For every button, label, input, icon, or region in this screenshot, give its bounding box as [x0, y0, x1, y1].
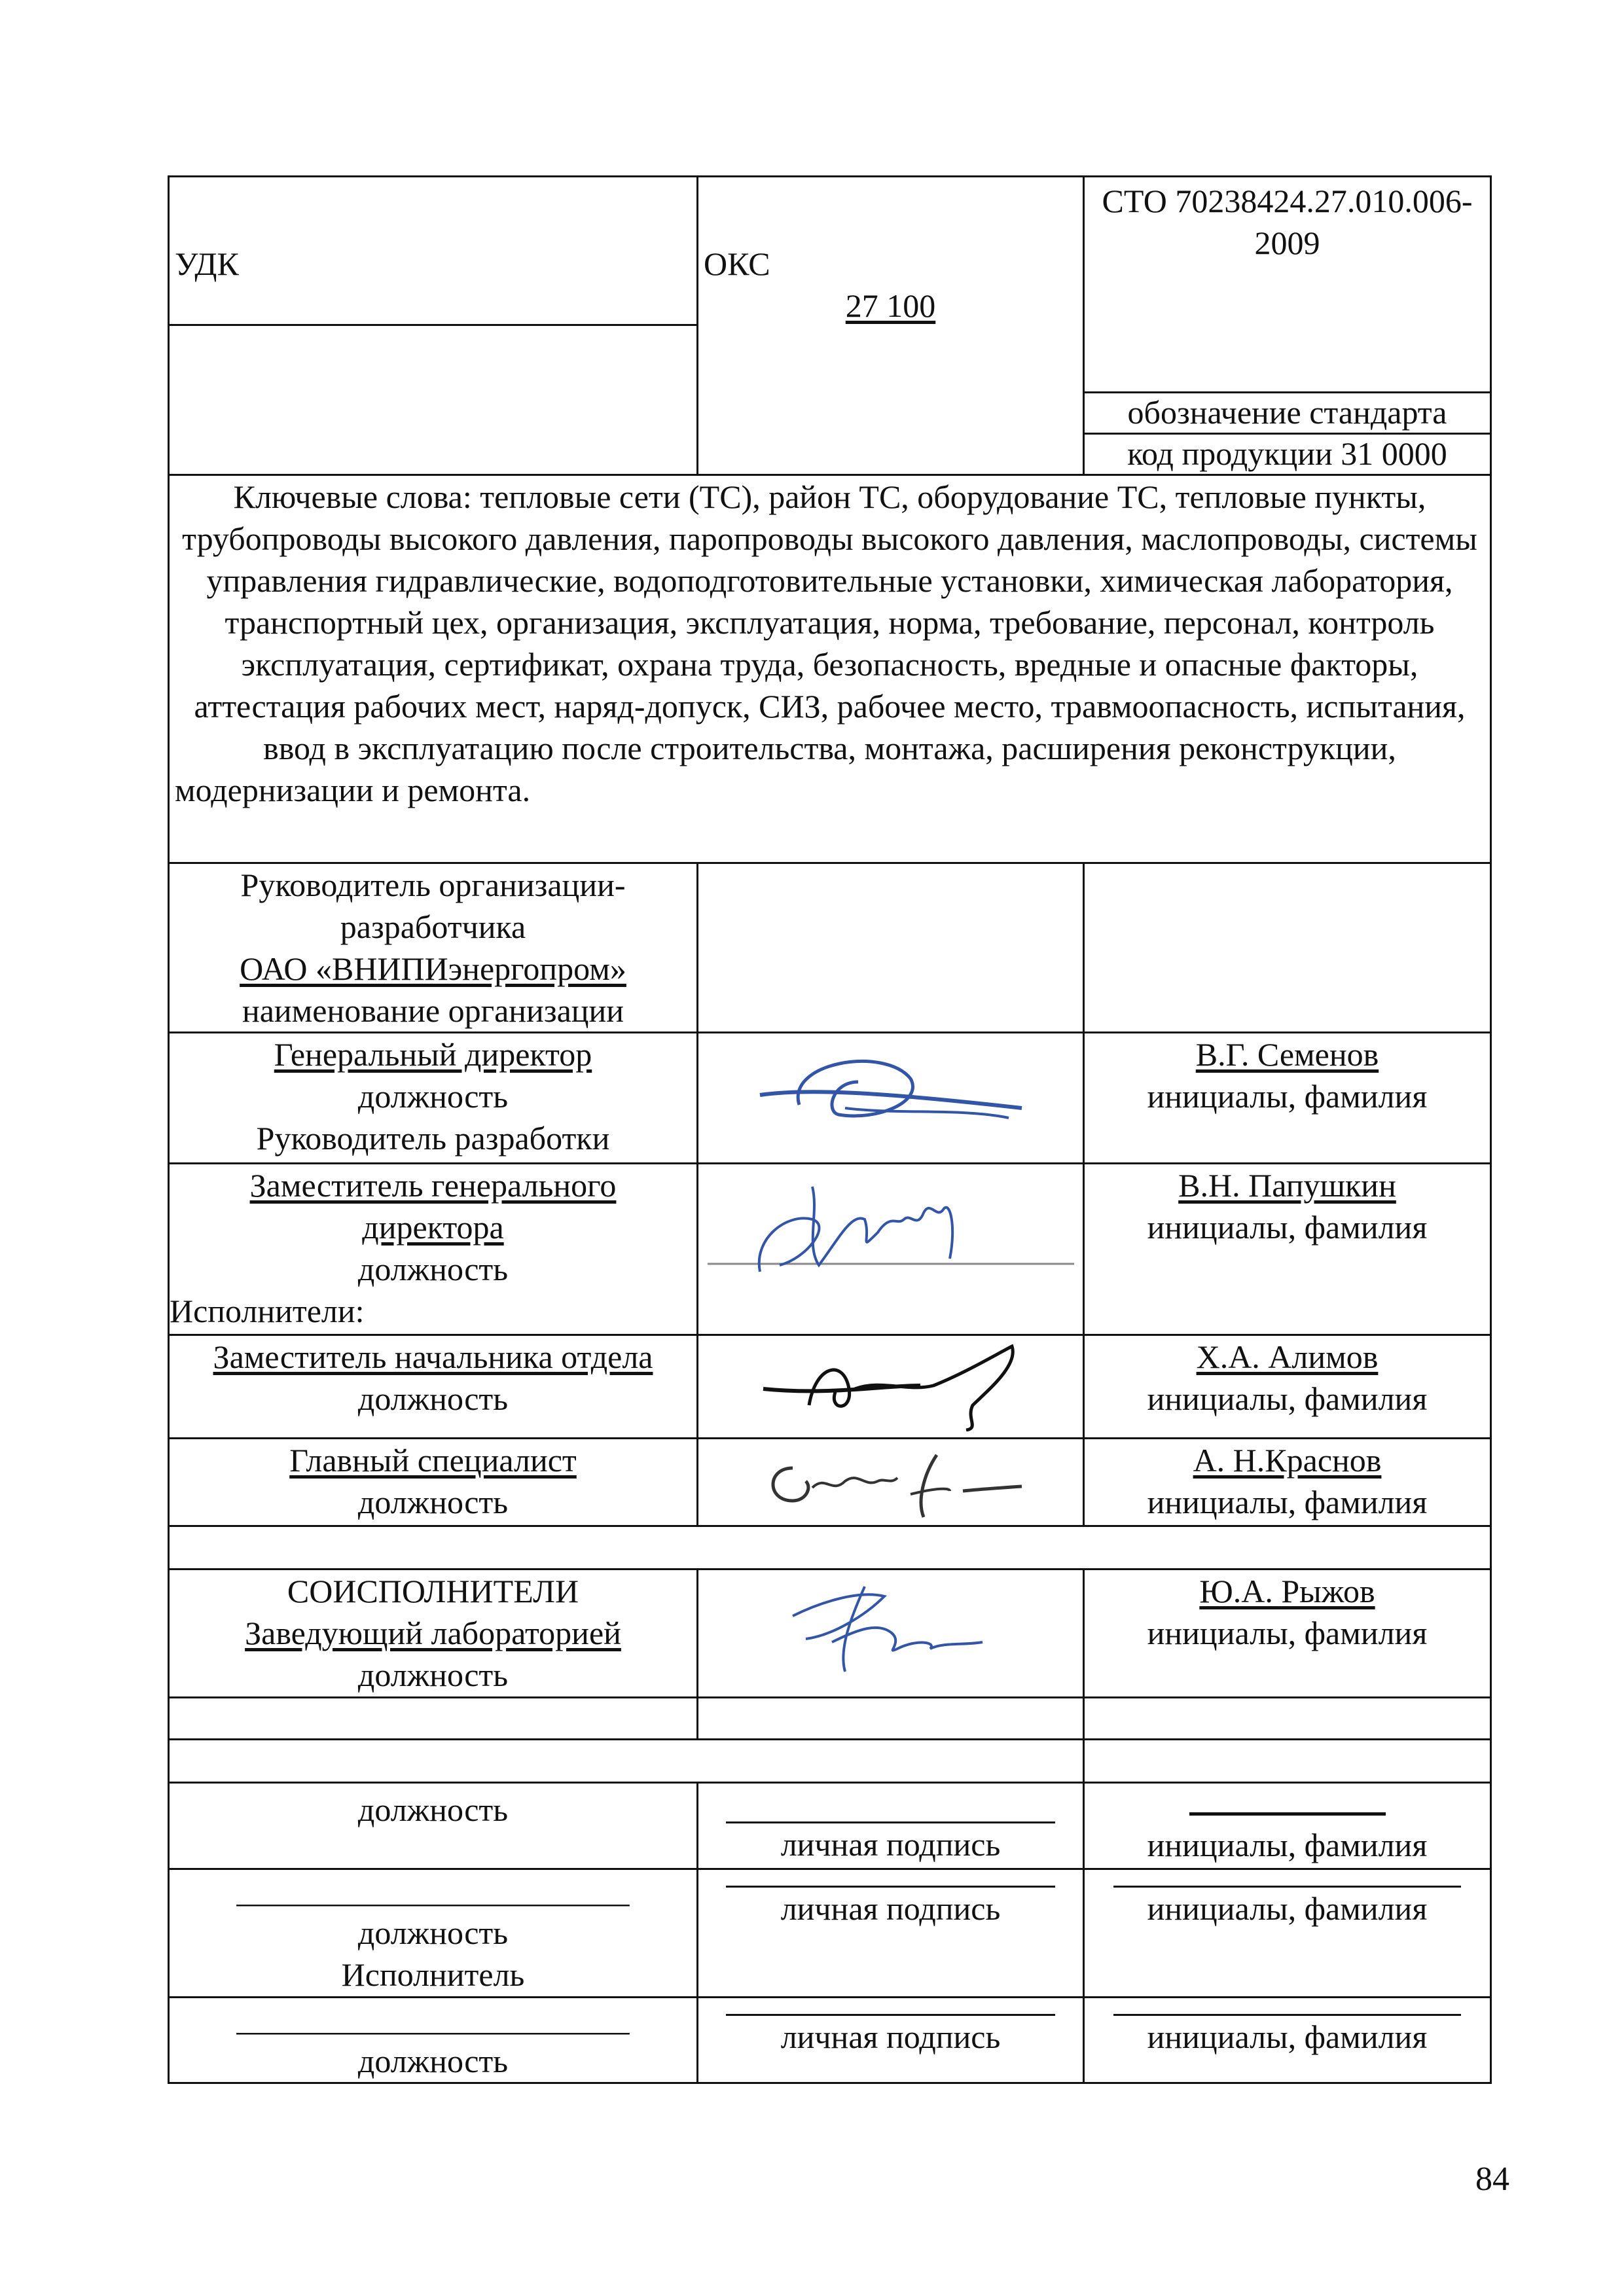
- coexecutors-cell: [169, 1570, 698, 1698]
- blank-initials-cell-2: [1084, 1869, 1491, 1998]
- spacer-row-1: [169, 1526, 1491, 1570]
- chief-specialist-name-cell: [1084, 1439, 1491, 1526]
- director-title: Генеральный директор: [274, 1036, 592, 1073]
- chief-specialist-signature-cell: [698, 1439, 1084, 1526]
- chief-specialist-cell: [169, 1439, 698, 1526]
- deputy-position-caption: должность: [357, 1251, 509, 1287]
- standard-caption-cell: [1084, 393, 1491, 434]
- blank-position-cell-3: [169, 1998, 698, 2083]
- lab-head-signature: [767, 1577, 1015, 1675]
- signature-caption-3: личная подпись: [780, 2018, 1001, 2055]
- signature-caption-1: личная подпись: [780, 1826, 1001, 1863]
- developer-org-name: ОАО «ВНИПИэнергопром»: [240, 950, 626, 987]
- oks-label: ОКС: [704, 245, 770, 282]
- chief-specialist-position-caption: должность: [357, 1484, 509, 1520]
- empty-cell-a: [169, 1698, 698, 1740]
- dept-deputy-name: Х.А. Алимов: [1196, 1338, 1379, 1375]
- lab-head-initials-caption: инициалы, фамилия: [1147, 1615, 1428, 1651]
- developer-line-2: разработчика: [340, 908, 526, 945]
- blank-position-caption-2: должность: [357, 1914, 509, 1951]
- product-code-cell: [1084, 434, 1491, 475]
- initials-line-1: [1189, 1794, 1386, 1816]
- standard-caption: обозначение стандарта: [1127, 394, 1447, 431]
- initials-line-2: [1113, 1883, 1461, 1888]
- udk-field-line: [170, 324, 696, 326]
- dept-deputy-title: Заместитель начальника отдела: [213, 1338, 653, 1375]
- director-cell: [169, 1033, 698, 1164]
- chief-specialist-title: Главный специалист: [289, 1442, 577, 1479]
- lab-head-name-cell: [1084, 1570, 1491, 1698]
- empty-cell-b: [698, 1698, 1084, 1740]
- developer-empty-cell-1: [698, 863, 1084, 1033]
- empty-cell-c: [1084, 1698, 1491, 1740]
- oks-code: 27 100: [845, 287, 936, 324]
- lab-head-title: Заведующий лабораторией: [245, 1615, 621, 1651]
- dashes-2: ________________________: [236, 1873, 630, 1909]
- signature-line-1: [726, 1819, 1055, 1823]
- oks-cell: [698, 177, 1084, 475]
- dashes-3: ________________________: [236, 2001, 630, 2037]
- deputy-initials-caption: инициалы, фамилия: [1147, 1209, 1428, 1246]
- deputy-cell: [169, 1164, 698, 1335]
- executors-label: Исполнители:: [170, 1293, 365, 1329]
- chief-specialist-name: А. Н.Краснов: [1193, 1442, 1382, 1479]
- blank-position-cell-2: [169, 1869, 698, 1998]
- blank-signature-cell-3: [698, 1998, 1084, 2083]
- lead-label: Руководитель разработки: [256, 1120, 610, 1157]
- blank-position-cell-1: [169, 1783, 698, 1869]
- deputy-signature: [708, 1174, 1074, 1285]
- blank-signature-cell-1: [698, 1783, 1084, 1869]
- coexecutors-label: СОИСПОЛНИТЕЛИ: [287, 1573, 579, 1609]
- developer-empty-cell-2: [1084, 863, 1491, 1033]
- chief-specialist-signature: [753, 1442, 1028, 1520]
- initials-caption-3: инициалы, фамилия: [1147, 2018, 1428, 2055]
- empty-cell-d: [169, 1740, 1084, 1783]
- director-name: В.Г. Семенов: [1195, 1036, 1379, 1073]
- developer-line-1: Руководитель организации-: [240, 867, 626, 903]
- page-number: 84: [1475, 2161, 1509, 2198]
- approval-table: [168, 175, 1492, 2084]
- director-position-caption: должность: [357, 1078, 509, 1115]
- executor-label: Исполнитель: [341, 1956, 525, 1993]
- dept-deputy-position-caption: должность: [357, 1380, 509, 1417]
- dept-deputy-signature-cell: [698, 1335, 1084, 1439]
- blank-initials-cell-1: [1084, 1783, 1491, 1869]
- signature-line-3: [726, 2011, 1055, 2016]
- director-signature-cell: [698, 1033, 1084, 1164]
- signature-caption-2: личная подпись: [780, 1890, 1001, 1927]
- standard-code: СТО 70238424.27.010.006-2009: [1102, 183, 1473, 261]
- director-signature: [747, 1043, 1035, 1141]
- dept-deputy-signature: [750, 1340, 1032, 1431]
- initials-caption-1: инициалы, фамилия: [1147, 1827, 1428, 1863]
- udk-cell: [169, 177, 698, 475]
- keywords-text: Ключевые слова: тепловые сети (ТС), район ТС, оборудование ТС, тепловые пункты, трубопроводы высокого давления, паропроводы высокого давления, маслопроводы, системы управления гидравлические, водоподготовительные установки, химическая лаборатория, транспортный цех, организация, эксплуатация, норма, требование, персонал, контроль эксплуатация, сертификат, охрана труда, безопасность, вредные и опасные факторы, аттестация рабочих мест, наряд-допуск, СИЗ, рабочее место, травмоопасность, испытания, ввод в эксплуатацию после строительства, монтажа, расширения реконструкции, модернизации и ремонта.: [175, 478, 1477, 808]
- lab-head-name: Ю.А. Рыжов: [1199, 1573, 1375, 1609]
- keywords-cell: [169, 475, 1491, 863]
- form-sheet: [168, 175, 1490, 2084]
- deputy-title-1: Заместитель генерального: [249, 1167, 617, 1204]
- lab-head-signature-cell: [698, 1570, 1084, 1698]
- blank-position-caption-3: должность: [357, 2043, 509, 2079]
- deputy-name: В.Н. Папушкин: [1178, 1167, 1396, 1204]
- blank-initials-cell-3: [1084, 1998, 1491, 2083]
- deputy-name-cell: [1084, 1164, 1491, 1335]
- blank-position-caption-1: должность: [357, 1791, 509, 1828]
- standard-code-cell: [1084, 177, 1491, 393]
- product-code: код продукции 31 0000: [1127, 435, 1447, 472]
- dept-deputy-name-cell: [1084, 1335, 1491, 1439]
- dept-deputy-cell: [169, 1335, 698, 1439]
- initials-caption-2: инициалы, фамилия: [1147, 1890, 1428, 1927]
- signature-line-2: [726, 1883, 1055, 1888]
- chief-specialist-initials-caption: инициалы, фамилия: [1147, 1484, 1428, 1520]
- initials-line-3: [1113, 2011, 1461, 2016]
- developer-org-caption: наименование организации: [242, 992, 624, 1029]
- dept-deputy-initials-caption: инициалы, фамилия: [1147, 1380, 1428, 1417]
- blank-signature-cell-2: [698, 1869, 1084, 1998]
- empty-cell-e: [1084, 1740, 1491, 1783]
- director-initials-caption: инициалы, фамилия: [1147, 1078, 1428, 1115]
- udk-label: УДК: [175, 245, 239, 282]
- director-name-cell: [1084, 1033, 1491, 1164]
- lab-head-position-caption: должность: [357, 1657, 509, 1693]
- deputy-title-2: директора: [362, 1209, 504, 1246]
- developer-cell: [169, 863, 698, 1033]
- deputy-signature-cell: [698, 1164, 1084, 1335]
